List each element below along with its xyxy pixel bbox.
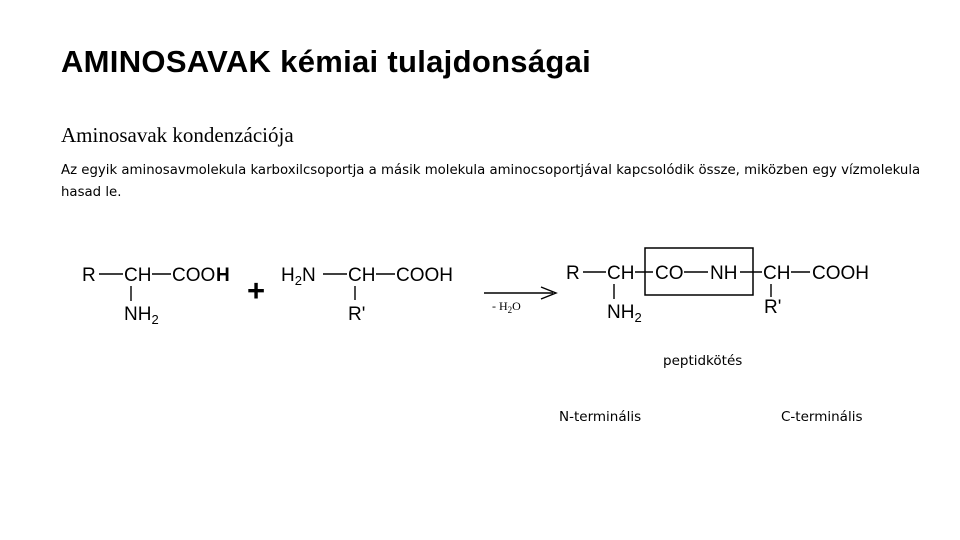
reaction-arrow [484,287,556,315]
product [566,248,869,325]
reactant-2 [281,265,453,325]
p-r-prime: R' [764,297,782,318]
p-co: CO [655,263,684,284]
p-cooh: COOH [812,263,869,284]
r1-h: H [216,265,230,286]
slide-subtitle: Aminosavak kondenzációja [61,123,294,147]
slide-title: AMINOSAVAK kémiai tulajdonságai [61,44,592,79]
p-ch1: CH [607,263,635,284]
r1-nh: NH [124,304,152,325]
n-terminal-label: N-terminális [559,409,642,425]
r1-nh2-sub: 2 [151,312,159,327]
arrow-label: - $H_2O$ [492,299,521,315]
r2-r-prime: R' [348,304,366,325]
reactant-1 [82,265,230,327]
plus-sign: + [247,273,266,308]
r1-r: R [82,265,96,286]
r2-ch: CH [348,265,376,286]
r1-coo: COO [172,265,216,286]
r1-nh2 [124,304,159,327]
p-ch2: CH [763,263,791,284]
r2-cooh: COOH [396,265,453,286]
p-nh2: $NH_2$ [607,302,642,325]
r2-h-sub: 2 [294,273,302,288]
r2-h: H [281,265,295,286]
r2-n: N [301,265,316,286]
peptide-bond-label: peptidkötés [663,353,743,369]
p-nh: NH [710,263,738,284]
c-terminal-label: C-terminális [781,409,863,425]
p-r: R [566,263,580,284]
r1-ch: CH [124,265,152,286]
r2-h2n [281,265,316,288]
slide-body-text: Az egyik aminosavmolekula karboxilcsoportja a másik molekula aminocsoportjával kapcsolódik össze, miközben egy vízmolekula hasad le. [61,163,921,200]
